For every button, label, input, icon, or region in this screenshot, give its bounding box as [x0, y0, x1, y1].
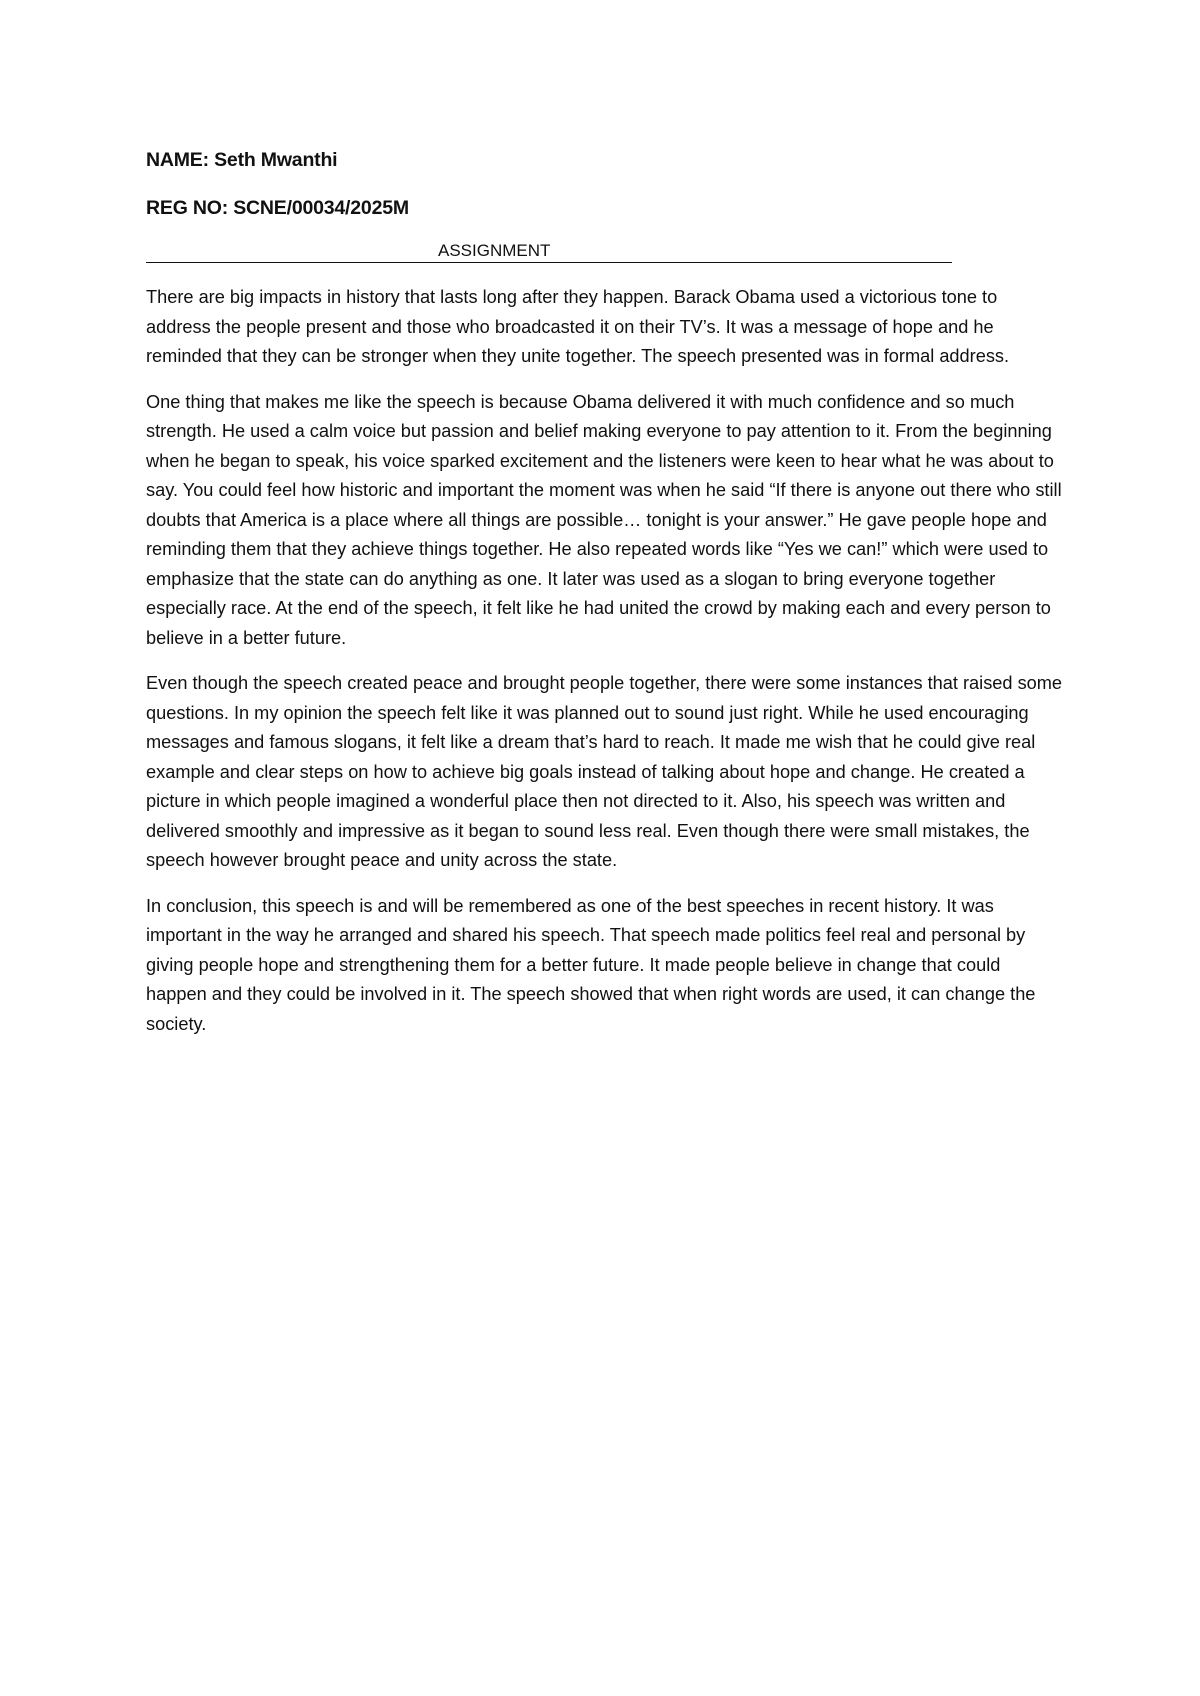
registration-number: REG NO: SCNE/00034/2025M [146, 197, 409, 219]
student-name: NAME: Seth Mwanthi [146, 149, 338, 171]
paragraph-introduction: There are big impacts in history that lasts long after they happen. Barack Obama used a victorious tone to address the people present and those who broadcasted it on their TV’s. It was a message of hope and he reminded that they can be stronger when they unite together. The speech presented was in formal address. [146, 287, 1010, 366]
paragraph-critique: Even though the speech created peace and brought people together, there were some instances that raised some questions. In my opinion the speech felt like it was planned out to sound just right. While he used encouraging messages and famous slogans, it felt like a dream that’s hard to reach. It made me wish that he could give real example and clear steps on how to achieve big goals instead of talking about hope and change. He created a picture in which people imagined a wonderful place then not directed to it. Also, his speech was written and delivered smoothly and impressive as it began to sound less real. Even though there were small mistakes, the speech however brought peace and unity across the state. [146, 673, 1063, 870]
document-content [146, 148, 1064, 1055]
paragraph-delivery: One thing that makes me like the speech is because Obama delivered it with much confidence and so much strength. He used a calm voice but passion and belief making everyone to pay attention to it. From the beginning when he began to speak, his voice sparked excitement and the listeners were keen to hear what he was about to say. You could feel how historic and important the moment was when he said “If there is anyone out there who still doubts that America is a place where all things are possible… tonight is your answer.” He gave people hope and reminding them that they achieve things together. He also repeated words like “Yes we can!” which were used to emphasize that the state can do anything as one. It later was used as a slogan to bring everyone together especially race. At the end of the speech, it felt like he had united the crowd by making each and every person to believe in a better future. [146, 391, 1062, 648]
paragraph-conclusion: In conclusion, this speech is and will be remembered as one of the best speeches in recent history. It was important in the way he arranged and shared his speech. That speech made politics feel real and personal by giving people hope and strengthening them for a better future. It made people believe in change that could happen and they could be involved in it. The speech showed that when right words are used, it can change the society. [146, 895, 1036, 1034]
assignment-title: ASSIGNMENT [146, 240, 952, 263]
